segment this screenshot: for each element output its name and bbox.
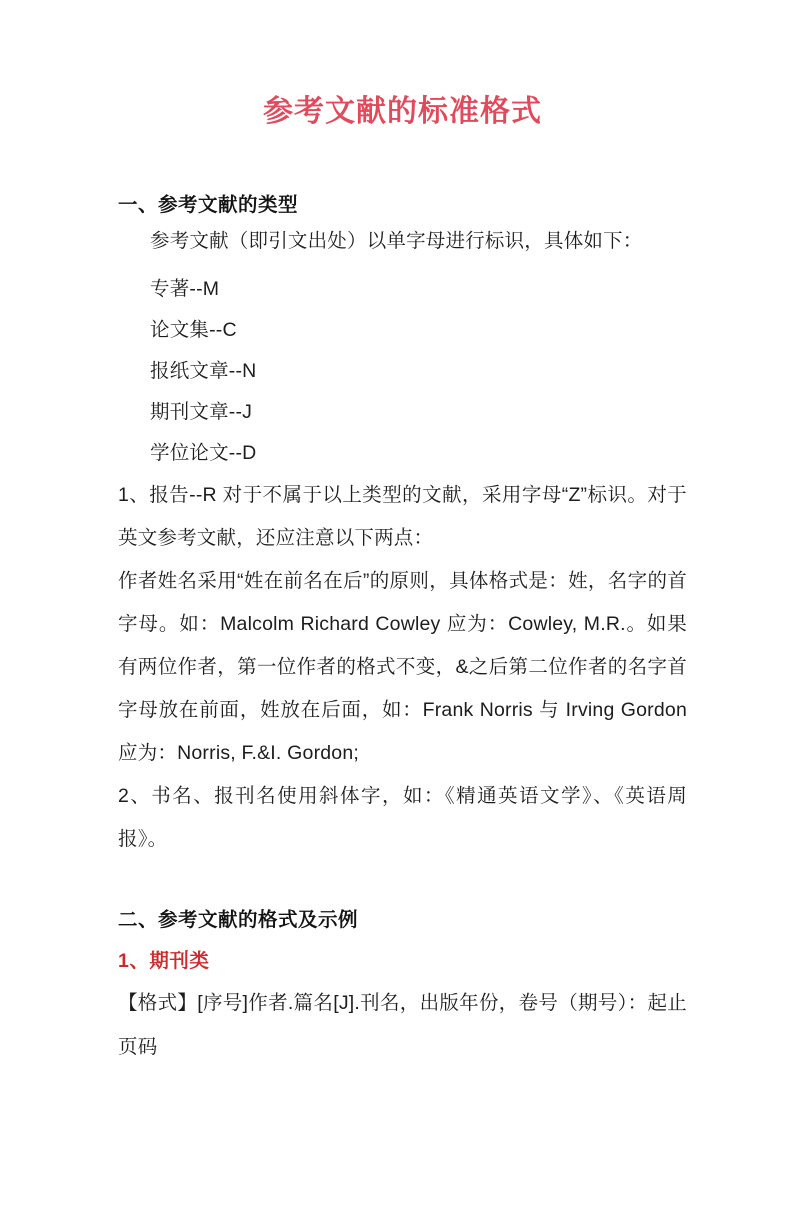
section2-subheading-journal: 1、期刊类 xyxy=(118,950,210,972)
section1-intro: 参考文献（即引文出处）以单字母进行标识，具体如下： xyxy=(150,230,643,252)
reference-type-list xyxy=(118,269,687,474)
paragraph-report-rule: 1、报告--R 对于不属于以上类型的文献，采用字母“Z”标识。对于英文参考文献，还应注意以下两点： xyxy=(118,484,687,549)
document-page xyxy=(0,92,800,1223)
section-reference-types xyxy=(118,190,687,861)
section2-heading: 二、参考文献的格式及示例 xyxy=(118,909,359,931)
type-list-item-collection: 论文集--C xyxy=(150,319,237,341)
document-title: 参考文献的标准格式 xyxy=(263,95,542,128)
section1-heading: 一、参考文献的类型 xyxy=(118,194,299,216)
type-list-item-newspaper: 报纸文章--N xyxy=(150,360,257,382)
type-list-item-monograph: 专著--M xyxy=(150,278,220,300)
paragraph-author-name-rule: 作者姓名采用“姓在前名在后”的原则，具体格式是：姓，名字的首字母。如：Malcolm Richard Cowley 应为：Cowley, M.R.。如果有两位作者，第一位作者的格式不变，&之后第二位作者的名字首字母放在前面，姓放在后面，如：Frank Norris 与 Irving Gordon 应为：Norris, F.&I. Gordon; xyxy=(118,570,687,764)
paragraph-italic-rule: 2、书名、报刊名使用斜体字，如：《精通英语文学》、《英语周报》。 xyxy=(118,785,687,850)
type-list-item-journal: 期刊文章--J xyxy=(150,401,253,423)
journal-format-spec: 【格式】[序号]作者.篇名[J].刊名，出版年份，卷号（期号）：起止页码 xyxy=(118,992,687,1058)
section-format-examples xyxy=(118,905,687,1069)
type-list-item-thesis: 学位论文--D xyxy=(150,442,257,464)
